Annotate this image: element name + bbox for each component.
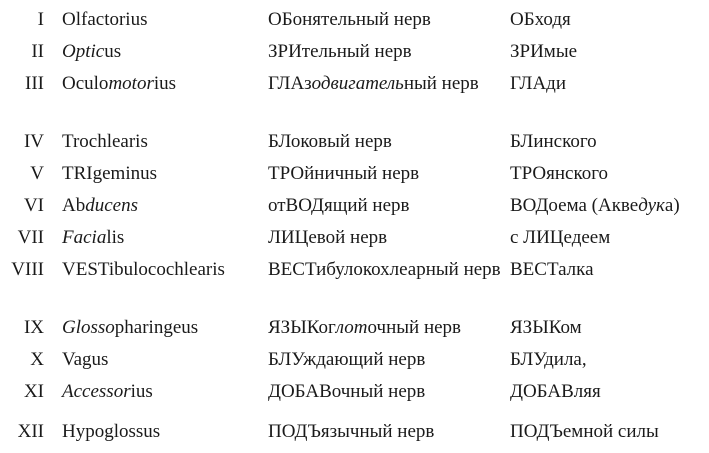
nerve-number: XI (23, 381, 44, 402)
nerve-number: II (31, 41, 44, 62)
russian-name (268, 72, 504, 95)
text-segment: ЛИЦевой нерв (268, 227, 388, 248)
text-segment: ОБходя (510, 9, 571, 30)
text-segment: ОБонятельный нерв (268, 9, 431, 30)
text-segment: БЛинского (510, 131, 597, 152)
latin-name (62, 40, 262, 63)
mnemonic-phrase (510, 130, 708, 153)
text-segment: БЛУдила, (510, 349, 587, 370)
text-segment: ВЕСТибулокохлеарный нерв (268, 259, 501, 280)
mnemonic-phrase (510, 72, 708, 95)
text-segment: ПОДЪязычный нерв (268, 421, 435, 442)
text-segment: Olfactorius (62, 9, 148, 30)
text-segment: ТРОянского (510, 163, 609, 184)
text-segment: VESTibulocochlearis (62, 259, 225, 280)
text-segment: очный нерв (367, 317, 462, 338)
text-segment: ius (153, 73, 177, 94)
text-segment: Hypoglossus (62, 421, 161, 442)
latin-name (62, 316, 262, 339)
text-segment: TRIgeminus (62, 163, 157, 184)
text-segment: БЛУждающий нерв (268, 349, 426, 370)
text-segment: ius (130, 381, 153, 402)
text-segment: pharingeus (114, 317, 199, 338)
text-segment: ТРОйничный нерв (268, 163, 420, 184)
mnemonic-phrase (510, 258, 708, 281)
text-segment: дук (638, 195, 665, 216)
nerve-number: VII (17, 227, 44, 248)
text-segment: Ab (62, 195, 86, 216)
russian-name (268, 316, 504, 339)
text-segment: ПОДЪемной силы (510, 421, 659, 442)
russian-name (268, 420, 504, 443)
latin-name (62, 348, 262, 371)
text-segment: ЗРИтельный нерв (268, 41, 412, 62)
text-segment: Trochlearis (62, 131, 148, 152)
nerve-number: VIII (11, 259, 44, 280)
text-segment: Oculo (62, 73, 109, 94)
text-segment: ЯЗЫКом (510, 317, 582, 338)
mnemonic-phrase (510, 348, 708, 371)
mnemonic-phrase (510, 40, 708, 63)
russian-name (268, 8, 504, 31)
nerve-number: V (30, 163, 44, 184)
latin-name (62, 130, 262, 153)
text-segment: ВЕСТалка (510, 259, 594, 280)
text-segment: ГЛАди (510, 73, 566, 94)
nerve-number: I (37, 9, 44, 30)
text-segment: ный нерв (403, 73, 479, 94)
text-segment: ДОБАВочный нерв (268, 381, 426, 402)
text-segment: us (104, 41, 122, 62)
text-segment: Accessor (62, 381, 131, 402)
latin-name (62, 258, 262, 281)
text-segment: ДОБАВляя (510, 381, 601, 402)
latin-name (62, 162, 262, 185)
latin-name (62, 8, 262, 31)
text-segment: Glosso (62, 317, 115, 338)
mnemonic-phrase (510, 380, 708, 403)
nerve-number: IX (23, 317, 44, 338)
russian-name (268, 226, 504, 249)
russian-name (268, 258, 504, 281)
nerve-number: X (30, 349, 44, 370)
mnemonic-phrase (510, 316, 708, 339)
mnemonic-phrase (510, 194, 708, 217)
text-segment: ЗРИмые (510, 41, 578, 62)
nerve-number: VI (23, 195, 44, 216)
latin-name (62, 72, 262, 95)
text-segment: Facia (62, 227, 107, 248)
text-segment: motor (108, 73, 154, 94)
nerve-number: III (25, 73, 44, 94)
nerve-number: XII (17, 421, 44, 442)
text-segment: БЛоковый нерв (268, 131, 392, 152)
mnemonic-phrase (510, 8, 708, 31)
text-segment: лот (335, 317, 368, 338)
latin-name (62, 226, 262, 249)
text-segment: Vagus (62, 349, 109, 370)
text-segment: ВОДоема (Акве (510, 195, 639, 216)
text-segment: ГЛАз (268, 73, 312, 94)
russian-name (268, 162, 504, 185)
text-segment: ducens (85, 195, 138, 216)
latin-name (62, 380, 262, 403)
text-segment: Optic (62, 41, 105, 62)
nerve-number: IV (23, 131, 44, 152)
text-segment: отВОДящий нерв (268, 195, 410, 216)
text-segment: ЯЗЫКог (268, 317, 336, 338)
text-segment: а) (664, 195, 680, 216)
russian-name (268, 130, 504, 153)
text-segment: с ЛИЦедеем (510, 227, 611, 248)
text-segment: одвигатель (311, 73, 404, 94)
mnemonic-phrase (510, 420, 708, 443)
latin-name (62, 420, 262, 443)
latin-name (62, 194, 262, 217)
russian-name (268, 194, 504, 217)
russian-name (268, 348, 504, 371)
text-segment: lis (106, 227, 125, 248)
mnemonic-phrase (510, 226, 708, 249)
mnemonic-phrase (510, 162, 708, 185)
russian-name (268, 40, 504, 63)
russian-name (268, 380, 504, 403)
